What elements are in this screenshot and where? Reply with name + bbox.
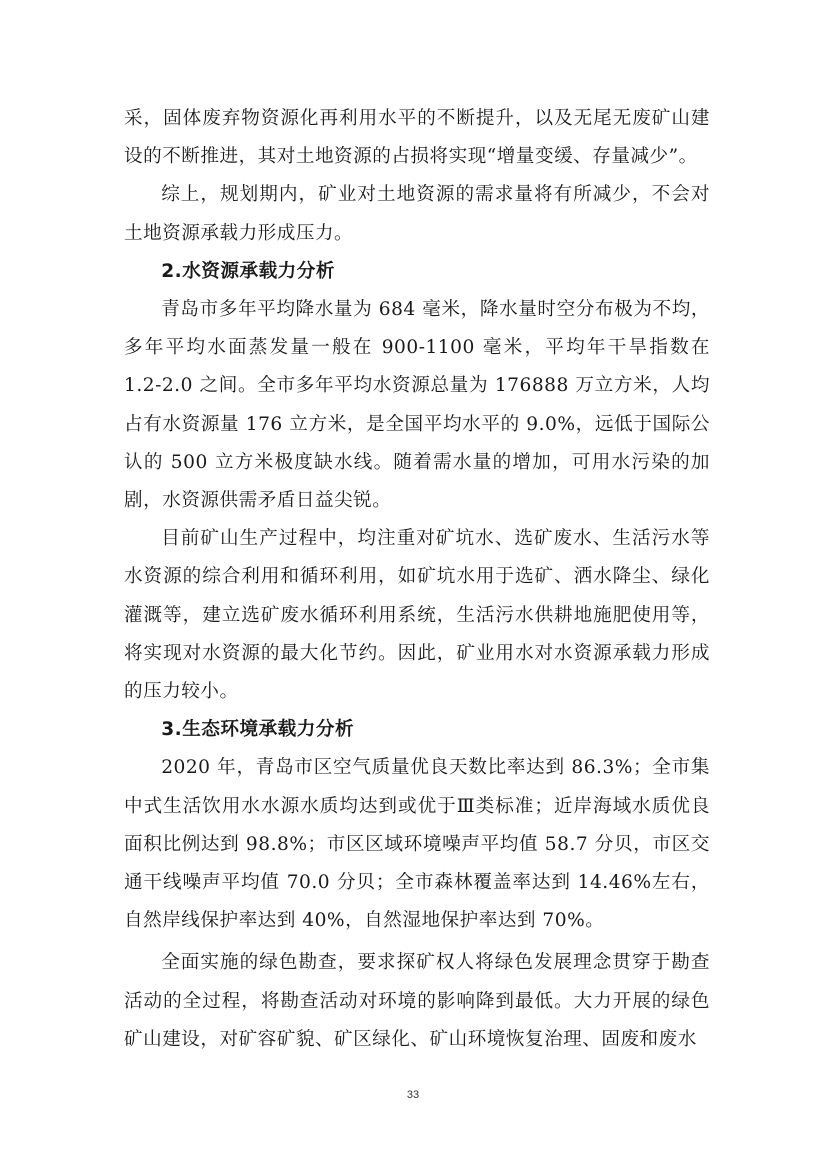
body-paragraph-environment-stats: 2020 年，青岛市区空气质量优良天数比率达到 86.3%；全市集中式生活饮用水水源水质均达到或优于Ⅲ类标准；近岸海域水质优良面积比例达到 98.8%；市区区域环境噪声平均值 58.7 分贝，市区交通干线噪声平均值 70.0 分贝；全市森林覆盖率达到 14.46%左右，自然岸线保护率达到 40%，自然湿地保护率达到 70%。 [124, 757, 710, 932]
page-number: 33 [406, 1089, 420, 1101]
section-heading-water-resources: 2.水资源承载力分析 [161, 260, 335, 282]
body-paragraph-continuation: 采，固体废弃物资源化再利用水平的不断提升，以及无尾无废矿山建设的不断推进，其对土地资源的占损将实现“增量变缓、存量减少”。 [124, 108, 710, 168]
body-paragraph-land-conclusion: 综上，规划期内，矿业对土地资源的需求量将有所减少，不会对土地资源承载力形成压力。 [124, 184, 710, 244]
body-paragraph-water-overview: 青岛市多年平均降水量为 684 毫米，降水量时空分布极为不均，多年平均水面蒸发量一般在 900-1100 毫米，平均年干旱指数在 1.2-2.0 之间。全市多年平均水资源总量为 176888 万立方米，人均占有水资源量 176 立方米，是全国平均水平的 9.0%，远低于国际公认的 500 立方米极度缺水线。随着需水量的增加，可用水污染的加剧，水资源供需矛盾日益尖锐。 [124, 299, 710, 512]
document-page [124, 100, 710, 1059]
body-paragraph-green-exploration: 全面实施的绿色勘查，要求探矿权人将绿色发展理念贯穿于勘查活动的全过程，将勘查活动对环境的影响降到最低。大力开展的绿色矿山建设，对矿容矿貌、矿区绿化、矿山环境恢复治理、固废和废水 [124, 952, 710, 1050]
section-heading-ecological-environment: 3.生态环境承载力分析 [161, 719, 355, 741]
body-paragraph-water-mining: 目前矿山生产过程中，均注重对矿坑水、选矿废水、生活污水等水资源的综合利用和循环利用，如矿坑水用于选矿、洒水降尘、绿化灌溉等，建立选矿废水循环利用系统，生活污水供耕地施肥使用等，将实现对水资源的最大化节约。因此，矿业用水对水资源承载力形成的压力较小。 [124, 528, 710, 703]
